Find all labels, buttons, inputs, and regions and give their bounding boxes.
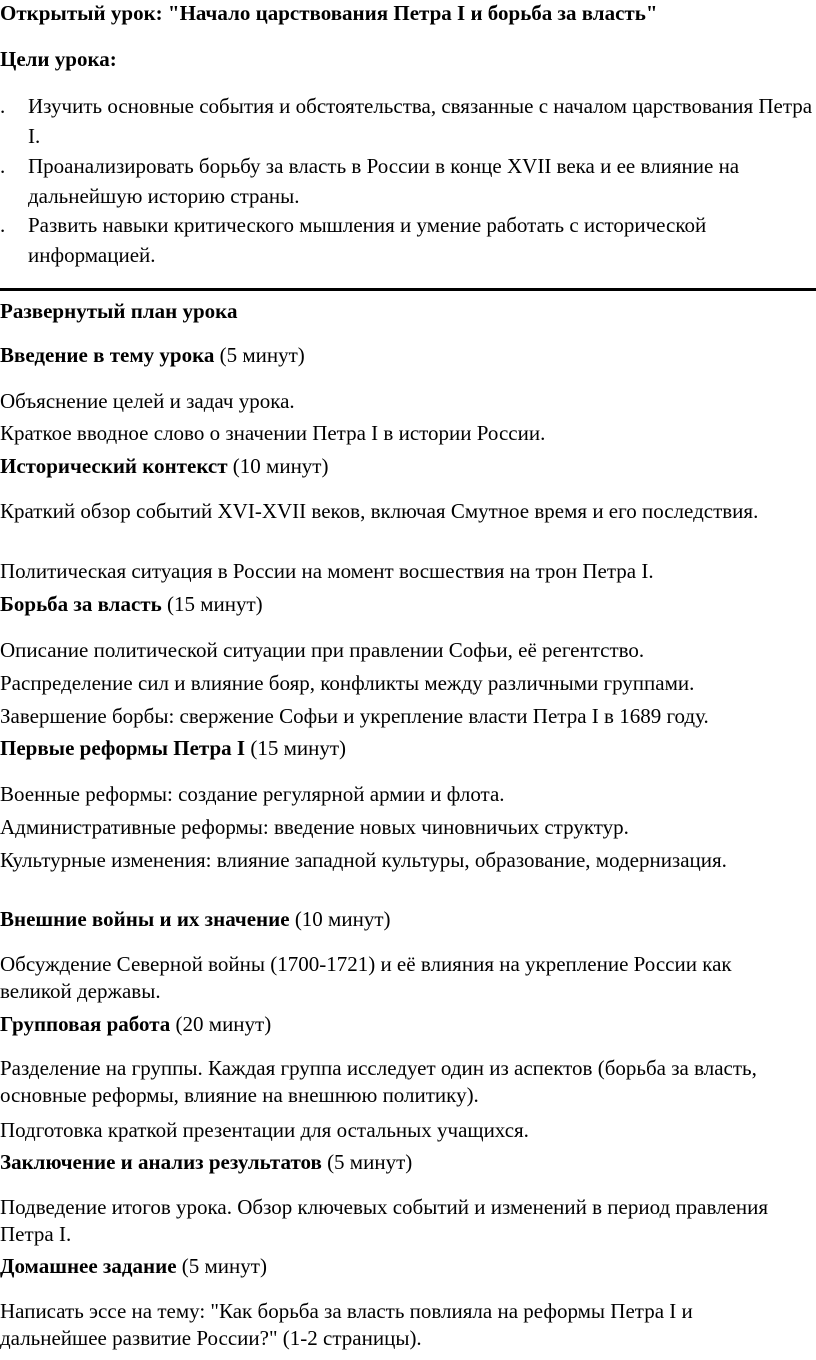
section-duration: (5 минут) bbox=[321, 1150, 413, 1174]
section-title: Исторический контекст bbox=[0, 454, 228, 478]
section-divider bbox=[0, 288, 816, 291]
section-title: Заключение и анализ результатов bbox=[0, 1150, 322, 1174]
plan-item: Обсуждение Северной войны (1700-1721) и её влияния на укрепление России как великой державы. bbox=[0, 952, 732, 1003]
bullet-marker: . bbox=[0, 213, 6, 237]
goal-text: Развить навыки критического мышления и умение работать с исторической информацией. bbox=[28, 213, 707, 267]
section-heading bbox=[0, 906, 391, 933]
plan-item: Военные реформы: создание регулярной армии и флота. bbox=[0, 782, 505, 806]
section-heading bbox=[0, 453, 328, 480]
plan-item: Подготовка краткой презентации для остальных учащихся. bbox=[0, 1118, 529, 1142]
section-heading bbox=[0, 1253, 267, 1280]
section-heading bbox=[0, 1149, 412, 1176]
plan-item: Распределение сил и влияние бояр, конфликты между различными группами. bbox=[0, 671, 695, 695]
section-title: Введение в тему урока bbox=[0, 343, 215, 367]
section-heading bbox=[0, 342, 305, 369]
bullet-marker: . bbox=[0, 154, 6, 178]
plan-item: Завершение борбы: свержение Софьи и укрепление власти Петра I в 1689 году. bbox=[0, 704, 709, 728]
plan-item: Краткое вводное слово о значении Петра I в истории России. bbox=[0, 421, 546, 445]
section-duration: (15 минут) bbox=[161, 592, 263, 616]
plan-item: Описание политической ситуации при правлении Софьи, её регентство. bbox=[0, 638, 645, 662]
section-heading bbox=[0, 591, 263, 618]
goal-text: Изучить основные события и обстоятельства, связанные с началом царствования Петра I. bbox=[28, 94, 813, 148]
section-duration: (10 минут) bbox=[227, 454, 329, 478]
section-title: Борьба за власть bbox=[0, 592, 162, 616]
section-heading bbox=[0, 735, 346, 762]
plan-item: Подведение итогов урока. Обзор ключевых событий и изменений в период правления Петра I. bbox=[0, 1195, 769, 1246]
plan-item: Написать эссе на тему: "Как борьба за власть повлияла на реформы Петра I и дальнейшее развитие России?" (1-2 страницы). bbox=[0, 1299, 693, 1350]
plan-item: Объяснение целей и задач урока. bbox=[0, 389, 295, 413]
section-duration: (5 минут) bbox=[176, 1254, 267, 1278]
plan-item: Краткий обзор событий XVI-XVII веков, включая Смутное время и его последствия. bbox=[0, 499, 759, 523]
section-duration: (10 минут) bbox=[289, 907, 391, 931]
plan-item: Разделение на группы. Каждая группа исследует один из аспектов (борьба за власть, основные реформы, влияние на внешнюю политику). bbox=[0, 1056, 757, 1107]
section-duration: (15 минут) bbox=[245, 736, 347, 760]
section-duration: (20 минут) bbox=[170, 1012, 272, 1036]
plan-item: Политическая ситуация в России на момент восшествия на трон Петра I. bbox=[0, 559, 654, 583]
section-title: Групповая работа bbox=[0, 1012, 171, 1036]
goals-heading: Цели урока: bbox=[0, 47, 117, 71]
plan-heading: Развернутый план урока bbox=[0, 299, 238, 323]
section-title: Внешние войны и их значение bbox=[0, 907, 290, 931]
section-title: Домашнее задание bbox=[0, 1254, 177, 1278]
section-title: Первые реформы Петра I bbox=[0, 736, 246, 760]
document-title: Открытый урок: "Начало царствования Петра I и борьба за власть" bbox=[0, 1, 658, 25]
goal-text: Проанализировать борьбу за власть в России в конце XVII века и ее влияние на дальнейшую историю страны. bbox=[28, 154, 740, 208]
section-heading bbox=[0, 1011, 271, 1038]
bullet-marker: . bbox=[0, 94, 6, 118]
section-duration: (5 минут) bbox=[214, 343, 305, 367]
plan-item: Культурные изменения: влияние западной культуры, образование, модернизация. bbox=[0, 848, 727, 872]
plan-item: Административные реформы: введение новых чиновничьих структур. bbox=[0, 815, 629, 839]
